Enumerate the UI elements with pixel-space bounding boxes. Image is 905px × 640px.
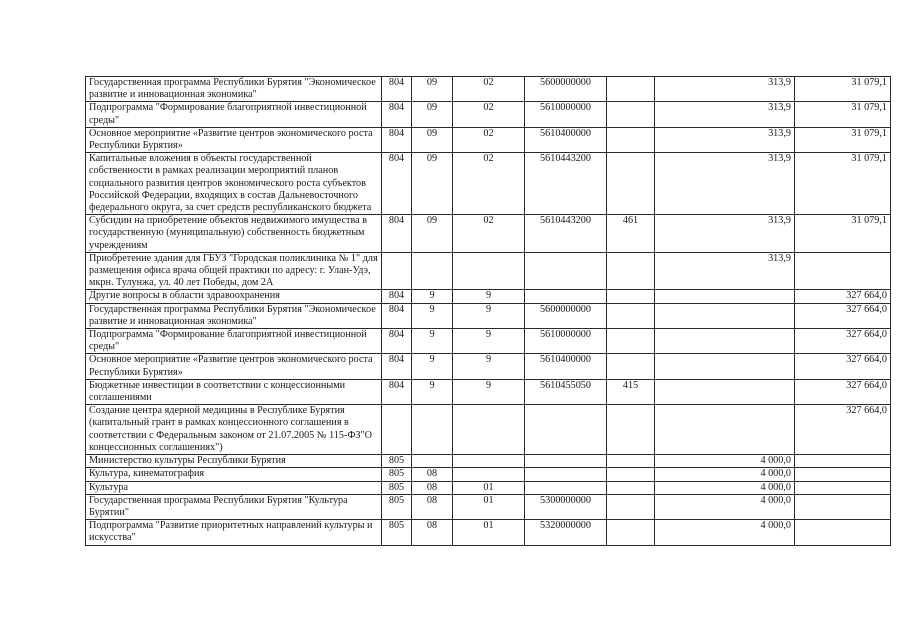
subsection-code-cell: 9 [453, 354, 525, 379]
item-name-cell: Субсидии на приобретение объектов недвижимого имущества в государственную (муниципальную) собственность бюджетным учреждениям [86, 215, 382, 253]
expense-type-cell [607, 252, 655, 290]
amount-first-cell: 313,9 [655, 215, 795, 253]
expense-type-cell [607, 481, 655, 494]
section-code-cell [412, 405, 453, 455]
amount-first-cell [655, 405, 795, 455]
amount-first-cell [655, 290, 795, 303]
ministry-code-cell: 805 [382, 494, 412, 519]
item-name-cell: Приобретение здания для ГБУЗ "Городская поликлиника № 1" для размещения офиса врача общей практики по адресу: г. Улан-Удэ, мкрн. Тулунжа, ул. 40 лет Победы, дом 2А [86, 252, 382, 290]
amount-first-cell: 313,9 [655, 77, 795, 102]
subsection-code-cell [453, 455, 525, 468]
target-article-cell [525, 405, 607, 455]
table-row [86, 405, 891, 455]
expense-type-cell [607, 405, 655, 455]
target-article-cell: 5610443200 [525, 153, 607, 215]
budget-page [85, 76, 891, 546]
amount-second-cell [795, 494, 891, 519]
target-article-cell [525, 468, 607, 481]
ministry-code-cell: 804 [382, 127, 412, 152]
ministry-code-cell: 804 [382, 290, 412, 303]
expense-type-cell [607, 290, 655, 303]
target-article-cell [525, 252, 607, 290]
expense-type-cell [607, 127, 655, 152]
amount-second-cell: 327 664,0 [795, 303, 891, 328]
section-code-cell: 08 [412, 494, 453, 519]
ministry-code-cell: 804 [382, 77, 412, 102]
subsection-code-cell: 02 [453, 77, 525, 102]
expense-type-cell [607, 468, 655, 481]
section-code-cell: 08 [412, 481, 453, 494]
amount-first-cell: 4 000,0 [655, 455, 795, 468]
table-row [86, 329, 891, 354]
section-code-cell: 9 [412, 303, 453, 328]
amount-first-cell: 313,9 [655, 252, 795, 290]
section-code-cell: 9 [412, 290, 453, 303]
item-name-cell: Другие вопросы в области здравоохранения [86, 290, 382, 303]
amount-first-cell [655, 303, 795, 328]
amount-first-cell [655, 379, 795, 404]
expense-type-cell [607, 494, 655, 519]
section-code-cell: 09 [412, 215, 453, 253]
table-row [86, 520, 891, 545]
table-row [86, 77, 891, 102]
subsection-code-cell: 9 [453, 303, 525, 328]
subsection-code-cell: 02 [453, 215, 525, 253]
table-row [86, 127, 891, 152]
table-row [86, 153, 891, 215]
amount-second-cell: 31 079,1 [795, 102, 891, 127]
ministry-code-cell: 805 [382, 468, 412, 481]
ministry-code-cell: 804 [382, 215, 412, 253]
amount-first-cell: 4 000,0 [655, 468, 795, 481]
section-code-cell: 9 [412, 379, 453, 404]
expense-type-cell [607, 455, 655, 468]
expense-type-cell: 415 [607, 379, 655, 404]
item-name-cell: Государственная программа Республики Бурятия "Экономическое развитие и инновационная экономика" [86, 303, 382, 328]
expense-type-cell [607, 102, 655, 127]
expense-type-cell [607, 153, 655, 215]
item-name-cell: Основное мероприятие «Развитие центров экономического роста Республики Бурятия» [86, 127, 382, 152]
target-article-cell: 5610443200 [525, 215, 607, 253]
amount-first-cell [655, 354, 795, 379]
section-code-cell: 09 [412, 153, 453, 215]
item-name-cell: Культура, кинематография [86, 468, 382, 481]
budget-table-body [86, 77, 891, 546]
amount-first-cell: 4 000,0 [655, 481, 795, 494]
ministry-code-cell: 804 [382, 153, 412, 215]
section-code-cell: 9 [412, 329, 453, 354]
table-row [86, 481, 891, 494]
subsection-code-cell [453, 405, 525, 455]
subsection-code-cell: 01 [453, 520, 525, 545]
item-name-cell: Подпрограмма "Формирование благоприятной инвестиционной среды" [86, 102, 382, 127]
subsection-code-cell: 02 [453, 127, 525, 152]
ministry-code-cell [382, 405, 412, 455]
target-article-cell [525, 290, 607, 303]
target-article-cell: 5610455050 [525, 379, 607, 404]
table-row [86, 468, 891, 481]
ministry-code-cell [382, 252, 412, 290]
table-row [86, 252, 891, 290]
amount-second-cell [795, 455, 891, 468]
section-code-cell: 08 [412, 520, 453, 545]
target-article-cell: 5600000000 [525, 77, 607, 102]
section-code-cell [412, 455, 453, 468]
amount-first-cell: 4 000,0 [655, 494, 795, 519]
subsection-code-cell: 01 [453, 494, 525, 519]
amount-second-cell: 31 079,1 [795, 77, 891, 102]
subsection-code-cell: 9 [453, 379, 525, 404]
ministry-code-cell: 805 [382, 520, 412, 545]
amount-second-cell: 327 664,0 [795, 379, 891, 404]
table-row [86, 379, 891, 404]
amount-second-cell: 31 079,1 [795, 215, 891, 253]
subsection-code-cell: 01 [453, 481, 525, 494]
item-name-cell: Культура [86, 481, 382, 494]
item-name-cell: Капитальные вложения в объекты государственной собственности в рамках реализации мероприятий планов социального развития центров экономического роста субъектов Российской Федерации, входящих в состав Дальневосточного федерального округа, за счет средств республиканского бюджета [86, 153, 382, 215]
target-article-cell: 5320000000 [525, 520, 607, 545]
target-article-cell: 5610000000 [525, 329, 607, 354]
item-name-cell: Создание центра ядерной медицины в Республике Бурятия (капитальный грант в рамках концессионного соглашения в соответствии с Федеральным законом от 21.07.2005 № 115-ФЗ"О концессионных соглашениях") [86, 405, 382, 455]
expense-type-cell [607, 303, 655, 328]
item-name-cell: Государственная программа Республики Бурятия "Экономическое развитие и инновационная экономика" [86, 77, 382, 102]
item-name-cell: Бюджетные инвестиции в соответствии с концессионными соглашениями [86, 379, 382, 404]
table-row [86, 102, 891, 127]
amount-first-cell: 4 000,0 [655, 520, 795, 545]
item-name-cell: Подпрограмма "Формирование благоприятной инвестиционной среды" [86, 329, 382, 354]
section-code-cell: 9 [412, 354, 453, 379]
amount-second-cell: 31 079,1 [795, 127, 891, 152]
item-name-cell: Государственная программа Республики Бурятия "Культура Бурятии" [86, 494, 382, 519]
ministry-code-cell: 804 [382, 379, 412, 404]
subsection-code-cell: 9 [453, 329, 525, 354]
amount-first-cell: 313,9 [655, 102, 795, 127]
amount-second-cell: 31 079,1 [795, 153, 891, 215]
amount-second-cell [795, 252, 891, 290]
expense-type-cell [607, 520, 655, 545]
target-article-cell: 5610400000 [525, 127, 607, 152]
amount-second-cell: 327 664,0 [795, 329, 891, 354]
subsection-code-cell: 02 [453, 153, 525, 215]
amount-second-cell [795, 481, 891, 494]
section-code-cell: 09 [412, 102, 453, 127]
subsection-code-cell [453, 468, 525, 481]
target-article-cell: 5300000000 [525, 494, 607, 519]
table-row [86, 354, 891, 379]
budget-table [85, 76, 891, 546]
subsection-code-cell: 9 [453, 290, 525, 303]
ministry-code-cell: 804 [382, 329, 412, 354]
ministry-code-cell: 805 [382, 481, 412, 494]
target-article-cell [525, 455, 607, 468]
table-row [86, 290, 891, 303]
ministry-code-cell: 804 [382, 354, 412, 379]
target-article-cell: 5610000000 [525, 102, 607, 127]
section-code-cell: 09 [412, 77, 453, 102]
amount-first-cell [655, 329, 795, 354]
expense-type-cell [607, 354, 655, 379]
amount-second-cell: 327 664,0 [795, 290, 891, 303]
amount-first-cell: 313,9 [655, 153, 795, 215]
expense-type-cell: 461 [607, 215, 655, 253]
ministry-code-cell: 804 [382, 303, 412, 328]
section-code-cell: 09 [412, 127, 453, 152]
target-article-cell [525, 481, 607, 494]
expense-type-cell [607, 329, 655, 354]
target-article-cell: 5600000000 [525, 303, 607, 328]
expense-type-cell [607, 77, 655, 102]
ministry-code-cell: 805 [382, 455, 412, 468]
table-row [86, 303, 891, 328]
item-name-cell: Основное мероприятие «Развитие центров экономического роста Республики Бурятия» [86, 354, 382, 379]
section-code-cell [412, 252, 453, 290]
subsection-code-cell: 02 [453, 102, 525, 127]
target-article-cell: 5610400000 [525, 354, 607, 379]
subsection-code-cell [453, 252, 525, 290]
amount-second-cell: 327 664,0 [795, 405, 891, 455]
amount-second-cell: 327 664,0 [795, 354, 891, 379]
table-row [86, 494, 891, 519]
ministry-code-cell: 804 [382, 102, 412, 127]
amount-second-cell [795, 468, 891, 481]
table-row [86, 455, 891, 468]
amount-first-cell: 313,9 [655, 127, 795, 152]
amount-second-cell [795, 520, 891, 545]
item-name-cell: Подпрограмма "Развитие приоритетных направлений культуры и искусства" [86, 520, 382, 545]
item-name-cell: Министерство культуры Республики Бурятия [86, 455, 382, 468]
section-code-cell: 08 [412, 468, 453, 481]
table-row [86, 215, 891, 253]
